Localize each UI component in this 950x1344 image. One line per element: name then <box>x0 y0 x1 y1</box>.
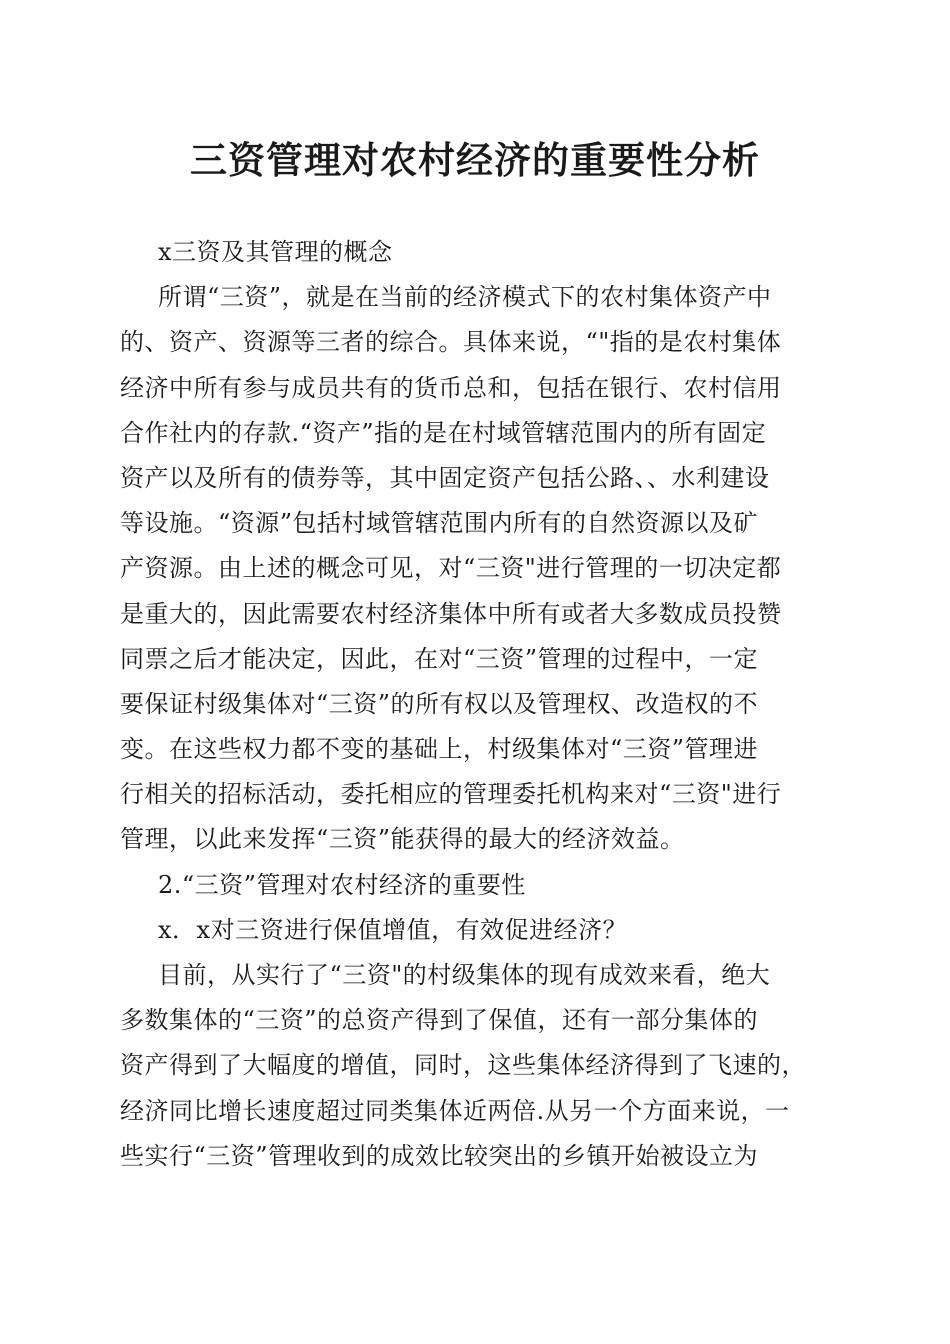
document-body <box>120 230 830 1179</box>
paragraph-line: 目前，从实行了“三资"的村级集体的现有成效来看，绝大 <box>158 961 771 989</box>
paragraph-line: 管理，以此来发挥“三资”能获得的最大的经济效益。 <box>120 825 685 854</box>
paragraph-line: 要保证村级集体对“三资”的所有权以及管理权、改造权的不 <box>120 689 759 718</box>
paragraph-line: 同票之后才能决定，因此，在对“三资”管理的过程中，一定 <box>120 644 759 673</box>
paragraph-line: 些实行“三资”管理收到的成效比较突出的乡镇开始被设立为 <box>120 1141 759 1170</box>
paragraph-line: 资产得到了大幅度的增值，同时，这些集体经济得到了飞速的， <box>120 1051 806 1080</box>
paragraph-line: 资产以及所有的债券等，其中固定资产包括公路、、水利建设 <box>120 463 770 492</box>
document-title: 三资管理对农村经济的重要性分析 <box>190 138 760 182</box>
section-heading: 2.“三资”管理对农村经济的重要性 <box>158 870 526 899</box>
paragraph-line: 经济同比增长速度超过同类集体近两倍.从另一个方面来说，一 <box>120 1096 790 1125</box>
paragraph-line: 多数集体的“三资”的总资产得到了保值，还有一部分集体的 <box>120 1006 759 1035</box>
paragraph-line: 经济中所有参与成员共有的货币总和，包括在银行、农村信用 <box>120 373 782 402</box>
section-heading: x三资及其管理的概念 <box>158 238 393 266</box>
paragraph-line: 行相关的招标活动，委托相应的管理委托机构来对“三资"进行 <box>120 780 782 809</box>
paragraph-line: 产资源。由上述的概念可见，对“三资"进行管理的一切决定都 <box>120 554 782 583</box>
paragraph-line: 的、资产、资源等三者的综合。具体来说，“"指的是农村集体 <box>120 328 782 357</box>
paragraph-line: 等设施。“资源”包括村域管辖范围内所有的自然资源以及矿 <box>120 509 759 538</box>
paragraph-line: 变。在这些权力都不变的基础上，村级集体对“三资”管理进 <box>120 735 759 764</box>
paragraph-line: 所谓“三资”，就是在当前的经济模式下的农村集体资产中 <box>158 283 772 312</box>
subsection-heading: x．x对三资进行保值增值，有效促进经济？ <box>158 915 628 944</box>
paragraph-line: 是重大的，因此需要农村经济集体中所有或者大多数成员投赞 <box>120 599 782 628</box>
paragraph-line: 合作社内的存款.“资产”指的是在村域管辖范围内的所有固定 <box>120 418 767 447</box>
